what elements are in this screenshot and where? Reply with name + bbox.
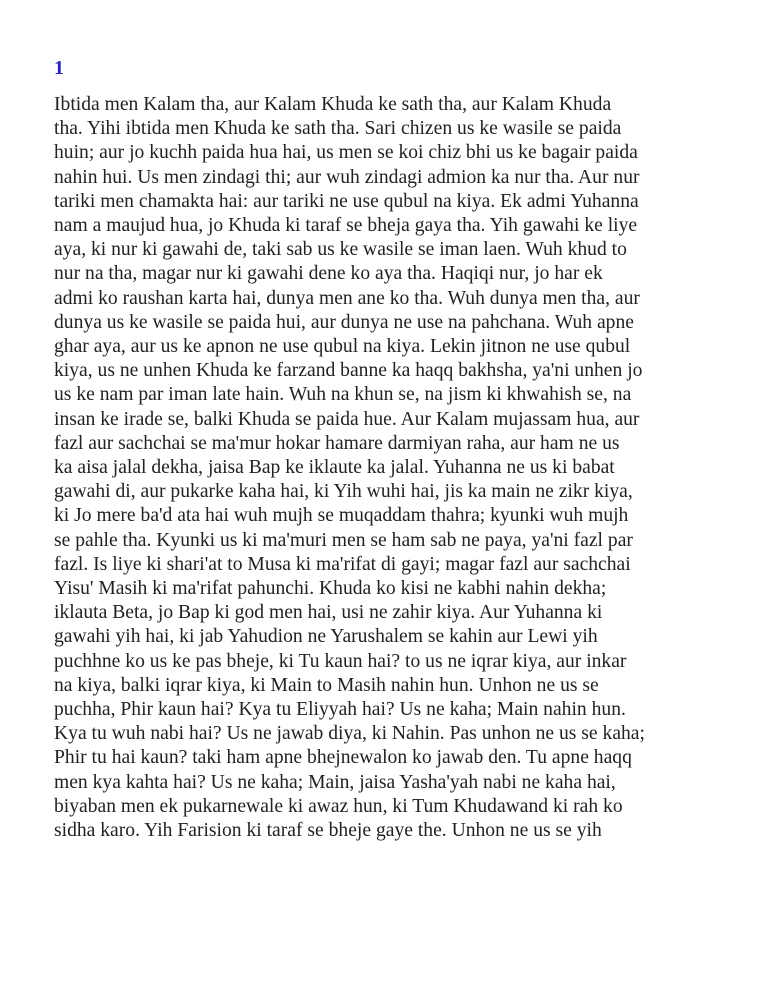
text-line: us ke nam par iman late hain. Wuh na khun se, na jism ki khwahish se, na bbox=[54, 384, 632, 406]
text-line: puchhne ko us ke pas bheje, ki Tu kaun hai? to us ne iqrar kiya, aur inkar bbox=[54, 650, 627, 672]
text-line: nahin hui. Us men zindagi thi; aur wuh zindagi admion ka nur tha. Aur nur bbox=[54, 166, 640, 188]
text-line: aya, ki nur ki gawahi de, taki sab us ke wasile se iman laen. Wuh khud to bbox=[54, 239, 627, 261]
chapter-text bbox=[54, 93, 734, 843]
text-line: admi ko raushan karta hai, dunya men ane ko tha. Wuh dunya men tha, aur bbox=[54, 287, 640, 309]
text-line: huin; aur jo kuchh paida hua hai, us men se koi chiz bhi us ke bagair paida bbox=[54, 142, 638, 164]
text-line: Phir tu hai kaun? taki ham apne bhejnewalon ko jawab den. Tu apne haqq bbox=[54, 747, 632, 769]
text-line: dunya us ke wasile se paida hui, aur dunya ne use na pahchana. Wuh apne bbox=[54, 311, 634, 333]
text-line: biyaban men ek pukarnewale ki awaz hun, ki Tum Khudawand ki rah ko bbox=[54, 795, 623, 817]
text-line: nur na tha, magar nur ki gawahi dene ko aya tha. Haqiqi nur, jo har ek bbox=[54, 263, 603, 285]
text-line: puchha, Phir kaun hai? Kya tu Eliyyah hai? Us ne kaha; Main nahin hun. bbox=[54, 699, 626, 721]
text-line: tariki men chamakta hai: aur tariki ne use qubul na kiya. Ek admi Yuhanna bbox=[54, 190, 639, 212]
text-line: men kya kahta hai? Us ne kaha; Main, jaisa Yasha'yah nabi ne kaha hai, bbox=[54, 771, 616, 793]
text-line: se pahle tha. Kyunki us ki ma'muri men se ham sab ne paya, ya'ni fazl par bbox=[54, 529, 633, 551]
text-line: Yisu' Masih ki ma'rifat pahunchi. Khuda ko kisi ne kabhi nahin dekha; bbox=[54, 578, 607, 600]
text-line: ka aisa jalal dekha, jaisa Bap ke iklaute ka jalal. Yuhanna ne us ki babat bbox=[54, 457, 615, 479]
text-line: iklauta Beta, jo Bap ki god men hai, usi ne zahir kiya. Aur Yuhanna ki bbox=[54, 602, 603, 624]
text-line: fazl aur sachchai se ma'mur hokar hamare darmiyan raha, aur ham ne us bbox=[54, 432, 620, 454]
text-line: na kiya, balki iqrar kiya, ki Main to Masih nahin hun. Unhon ne us se bbox=[54, 674, 599, 696]
text-line: fazl. Is liye ki shari'at to Musa ki ma'rifat di gayi; magar fazl aur sachchai bbox=[54, 553, 631, 575]
text-line: Kya tu wuh nabi hai? Us ne jawab diya, ki Nahin. Pas unhon ne us se kaha; bbox=[54, 723, 645, 745]
text-line: Ibtida men Kalam tha, aur Kalam Khuda ke sath tha, aur Kalam Khuda bbox=[54, 94, 612, 115]
text-line: gawahi di, aur pukarke kaha hai, ki Yih wuhi hai, jis ka main ne zikr kiya, bbox=[54, 481, 633, 503]
text-line: sidha karo. Yih Farision ki taraf se bheje gaye the. Unhon ne us se yih bbox=[54, 820, 602, 842]
text-line: nam a maujud hua, jo Khuda ki taraf se bheja gaya tha. Yih gawahi ke liye bbox=[54, 215, 638, 237]
text-line: ghar aya, aur us ke apnon ne use qubul na kiya. Lekin jitnon ne use qubul bbox=[54, 336, 631, 358]
chapter-number: 1 bbox=[54, 57, 64, 79]
text-line: ki Jo mere ba'd ata hai wuh mujh se muqaddam thahra; kyunki wuh mujh bbox=[54, 505, 629, 527]
text-line: gawahi yih hai, ki jab Yahudion ne Yarushalem se kahin aur Lewi yih bbox=[54, 626, 598, 648]
text-line: tha. Yihi ibtida men Khuda ke sath tha. Sari chizen us ke wasile se paida bbox=[54, 118, 622, 140]
text-line: kiya, us ne unhen Khuda ke farzand banne ka haqq bakhsha, ya'ni unhen jo bbox=[54, 360, 643, 382]
text-line: insan ke irade se, balki Khuda se paida hue. Aur Kalam mujassam hua, aur bbox=[54, 408, 640, 430]
